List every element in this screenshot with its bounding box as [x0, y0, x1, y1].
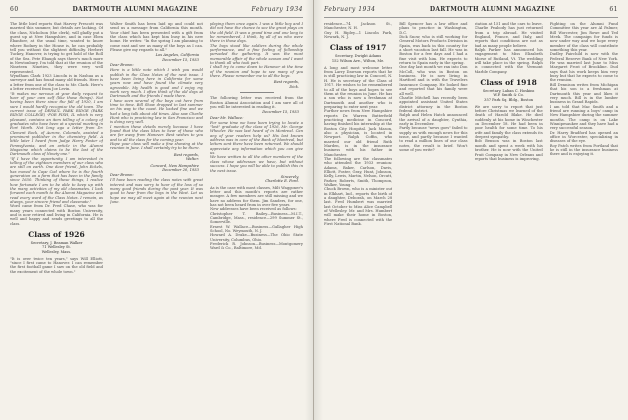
- paragraph: Wyndham Clark 1923 Lincoln is in Nashua as a surveyor and has found many old friends. Here is a letter from one of the class to Mr. Clark. Here's a letter received from Joe Levin.: [10, 74, 103, 92]
- page-header: [324, 6, 618, 18]
- paragraph: Ralph Parker has announced his engagement to Miss Elizabeth Morse of Rutland, Vt. The wedding will take place in the spring. Ralph is connected with the Vermont Marble Company.: [474, 48, 543, 74]
- address-entry: residence—74 Jackson St., Manchester, N. H.: [324, 22, 393, 31]
- class-heading: Class of 1926: [28, 230, 85, 240]
- paragraph: Roy Patch writes from Portland that he is still in the insurance business there and is enjoying it.: [549, 143, 618, 157]
- paragraph: I have seen several of the boys out here from time to time. Bill Shaw dropped in last summer on his way to the coast. He looked fine and we had a long talk about old times. Also saw Charlie Hunt who is practicing law in San Francisco and is doing very well.: [110, 98, 203, 125]
- text-columns: [10, 22, 303, 412]
- paragraph: Dick Snow, who is still working for General Motors Products Division in Spain, was back in this country for a short vacation last fall. He was in Boston for a few days and I had a fine visit with him. He expects to return to Spain early in the spring.: [399, 35, 468, 66]
- letter-signoff: Sincerely, Charlotte E. Ford.: [265, 174, 299, 184]
- address-entry: Howard A. Drake—Business—The Ohio State University, Columbus, Ohio.: [210, 233, 303, 242]
- page-header: [10, 6, 303, 18]
- magazine-title: DARTMOUTH ALUMNI MAGAZINE: [429, 6, 555, 13]
- paragraph: Chuck Brown, who is a minister out in Elkhart, Ind., reports the birth of a daughter, Deborah, on March 28 last. Fred Humbert was married last October to Miss Alice Campbell of Wellesley. Mr. and Mrs. Humbert will make their home in Boston, where Fred is connected with the First National Bank.: [324, 187, 393, 227]
- paragraph: The little bird reports that Harvey Prescott was married this summer, but details are lacking. Of the class, Nicholson (the clerk), will gladly put a guest up at New Hampshire, and in case Eben Ebanfoer, at the usual time, wanted to know where Rodney in the House is, he can probably tell you without the slightest difficulty. Herbert Tuckey, Hanover, is trying to get hold of the Roll of the Sea. Pete Ebaugh says there's much more in Newtonbury. I'm told that at the reunion of the Nineteen Nineties, they were very well represented.: [10, 22, 103, 74]
- paragraph: Walter Smith has been laid up and could not send us a message from California this month. Your chief has been presented with a gift from the class which has kept him busy in his new home. He writes: "In the spring I am planning to come east and see as many of the boys as I can. Please give my regards to all.": [110, 22, 203, 53]
- letter-dateline: Los Angeles, California December 15, 1933: [155, 53, 199, 62]
- class-heading: Class of 1918: [480, 78, 537, 88]
- issue-date: February 1934: [251, 6, 303, 13]
- paragraph: New addresses have been received as follows:: [210, 207, 297, 212]
- magazine-title: DARTMOUTH ALUMNI MAGAZINE: [72, 6, 198, 13]
- page-number: 60: [10, 6, 19, 13]
- paragraph: Partly because "news goes" failed to supply us with enough news for this issue, and partly because I wanted to read a million lines of our class notes, the result is brief. Won't some of you write?: [399, 126, 468, 152]
- paragraph: "It is over twice ten years," says Will Elliott, "since I first came to Hanover. I can remember the first football game I saw on the old field and the excitement of the whole town.": [10, 256, 103, 274]
- paragraph: I am told that Mac Smith and a friend are running a boys' camp in New Hampshire during the summer months. The camp is on Lake Winnipesaukee and they have had a very successful season.: [549, 104, 618, 131]
- paragraph: Ralph and Helen Hatch announced the arrival of a daughter, Cynthia, early in December.: [399, 113, 468, 126]
- paragraph: The following letter was received from the Boston Alumni Association and I am sure all of you will be interested in reading it.: [210, 96, 303, 109]
- paragraph: Bill Dennison writes from Michigan that his son is a freshman at Dartmouth this year and likes it very much. Bill is in the lumber business in Grand Rapids.: [549, 82, 618, 105]
- column-1: [324, 22, 392, 412]
- letter-salutation: Dear Brown:: [110, 63, 134, 68]
- section-divider: [240, 92, 274, 93]
- paragraph: We have written to all the other members of the class whose addresses we have, but without success. I hope you will be able to publish this in the next issue.: [210, 155, 303, 173]
- paragraph: The following are the classmates who attended the 1933 reunion: Adams, Baker, Carlson, Davis, Elliott, Foster, Gray, Hunt, Johnson, Kelly, Lewis, Martin, Nelson, Orcutt, Parker, Roberts, Smith, Thompson, Walker, Young.: [324, 157, 393, 188]
- paragraph: Hope your class will make a fine showing at the reunion in June. I shall certainly try to be there.: [110, 142, 203, 151]
- paragraph: As is the case with most classes, Milt Waggoner's letter and this month's reports are rather meager. A few members are still missing and we have no address for them. Jim Sanders, for one, has not been heard from in over five years.: [210, 185, 303, 208]
- paragraph: We are sorry to report that just before Christmas we learned of the death of Harold Blake. He died suddenly at his home in Winchester on December 18. He had been in poor health for some time. To his wife and family the class extends its deepest sympathy.: [474, 104, 543, 140]
- paragraph: Bill Spencer has a law office and plans to practice in Washington, D.C.: [399, 22, 468, 35]
- class-secretary: Secretary, Laban C. Hoskins W.P. Smith & Co. 357 Park Sq. Bldg., Boston: [482, 89, 535, 102]
- paragraph: The boys stood like soldiers during the whole performance, and a fine feeling of fellowship pervaded the gathering. It was the most memorable affair of the whole season and I want to thank all who took part.: [210, 43, 303, 66]
- column-3: [210, 22, 303, 412]
- letter-dateline: Concord, New Hampshire December 20, 1933: [150, 163, 199, 172]
- column-2: [110, 22, 203, 412]
- paragraph: Further news from New Hampshire reports Dr. Warren Butterfield practicing medicine in Concord, having finished his internship at the Boston City Hospital. Jack Mason, also a physician, is located in Newport. Ralph Coffin, who married our old friend Ruth Marden, is in the insurance business with his father in Manchester.: [324, 109, 393, 157]
- paragraph: Bob Benson was in Boston last month and spent a week with his brother. He is now with the United Fruit Company in New Orleans and reports that business is improving.: [474, 139, 543, 161]
- paragraph: Dr. Harry Bradford has opened an office in Worcester, specializing in diseases of the eye.: [549, 130, 618, 144]
- paragraph: Fighting on the Alumni Fund Committee this year are Al Palmer, Bill Worcester, Jim Rowe and Ted Meek. The campaign for funds is now under way and we hope every member of the class will contribute something this year.: [549, 22, 618, 53]
- column-1: [10, 22, 103, 412]
- column-2: [399, 22, 467, 412]
- paragraph: "If I have the opportunity, I am interested in telling of the eighteen members of our class who are still on earth. One dear friend, John Eckels, has moved to Cape Cod where he is the fourth generation on a farm that has been in the family since 1650. Thinking of these things, I realize how fortunate I am to be able to keep up with the many activities of my old classmates. I look forward each month to the Alumni Magazine and read every word of the Class Notes. I remain, as always, your sincere friend and classmate.": [10, 156, 103, 205]
- paragraph: One day last month we ran into Don McColl, who was in Boston on business. He is now living in Hartford and is with the Travelers Insurance Company. He looked fine and reported that his family were all well.: [399, 65, 468, 96]
- class-heading: Class of 1917: [329, 43, 387, 53]
- paragraph: For some time we have been trying to locate a "lost" graduate of the class of 1926, Mr. George Wheeler. He was last heard of in Montreal. Can any of your readers help us? His last known address was in care of the Bank of Montreal, but letters sent there have been returned. We should appreciate any information which you can give us.: [210, 120, 303, 156]
- class-secretary: Secretary, J. Beaman Walker 71 Wellesley St. Wellesley, Mass.: [30, 241, 83, 254]
- paragraph: Word came from Dr. Fred Chase, who was for many years connected with Boston University, and is now retired and living in California. He is well and happy and sends greetings to all the class.: [10, 204, 103, 226]
- paragraph: I'll have been reading the class notes with great interest and was sorry to hear of the loss of so many good friends during the past year. It was good to hear from the boys in the West. Let us hope we may all meet again at the reunion next June.: [110, 178, 203, 205]
- letter-salutation: Dear Mr. Wallace:: [210, 115, 244, 120]
- paragraph: A long and most welcome letter from Larry Dawson reports that he is still practicing law in Concord, N. H. He is secretary of the Class of 1917. He wishes to be remembered to all of the boys and hopes to see them at the reunion in June. He has a son who is now a freshman at Dartmouth and another who is preparing to enter next year.: [324, 65, 393, 109]
- paragraph: station at 151 and the cars to leave. Charlie Peabody has just returned from a trip abroad. He visited England, France, and Italy, and reports that conditions are not as bad as many people believe.: [474, 22, 543, 48]
- text-columns: [324, 22, 618, 412]
- paragraph: I mention these details merely because I have found that the class likes to hear of those who are far away from Hanover. Best wishes to you and to all the class for the coming year.: [110, 124, 203, 142]
- paragraph: Charlie Mitchell has recently been appointed assistant United States district attorney in the Boston federal district.: [399, 95, 468, 113]
- paragraph: "It makes me nervous at your daily request to hear of your own self (like those things). Not having been there since the fall of 1920, I am sure I would hardly recognize the old town. The current issue of DEPAUL PARK RIDGE (PARK RIDGE COLLEGE) -FOR FISH, IL which is very pleasant, contains an item telling of a colony of graduates who have been at a special meeting in Fort Worth. Not long ago a letter from Dr. Clement Rock, of Aurora, Colorado, assisted a prominent publisher in the chemistry field. A little later I heard from Judge Harry Foster of Pennsylvania, and an article in the Alumni Magazine which claims to be the last of the Dartmouth class of Ninety-one.": [10, 91, 103, 157]
- issue-date: February 1934: [324, 6, 376, 13]
- column-3: [475, 22, 543, 412]
- paragraph: I shall try to come down to Hanover at the time of the reunion and hope to see many of you there. Please remember me to all the boys.: [210, 65, 303, 79]
- paragraph: playing them once again. I was a little boy and I did not have the chance to see the great plays on the old field. It was a grand time and one long to be remembered, I think, by all of us who were there in those days.: [210, 22, 303, 44]
- letter-salutation: Dear Brown:: [110, 173, 134, 178]
- address-entry: Guy H. Ripley—1 Lincoln Park, Newark, N. J.: [324, 30, 393, 40]
- address-entry: Ernest W. Wallace—Business—Gallagher High School, No. Weymouth, N. J.: [210, 224, 303, 234]
- column-4: [550, 22, 618, 412]
- letter-dateline: December 15, 1933: [262, 110, 299, 115]
- letter-signoff: Best regards, Dick.: [273, 80, 299, 89]
- page-number: 61: [609, 6, 618, 13]
- class-secretary: Secretary, Dwight Adams 152 Wilson Ave., Wilton, Me.: [331, 54, 385, 63]
- paragraph: Here is a little note which I wish you would publish in the Class Notes of the next issue. I have been living here in California for some years now and have found the climate very agreeable. My health is good and I enjoy my work very much. I often think of the old days at Dartmouth and the friends I made there.: [110, 68, 203, 99]
- letter-signoff: Best regards, Walter.: [173, 152, 199, 162]
- paragraph: Dudley Fairchild is now with the Federal Reserve Bank of New York. He was married last June to Miss Margaret Frost of Brookline. Dud says that his work keeps him very busy but that he expects to come to the reunion.: [549, 52, 618, 83]
- address-entry: Christopher T. Bailey—Business—M.I.T., Cambridge, Mass., residence—299 Summer St., Somerville.: [210, 211, 303, 225]
- right-page: [314, 0, 628, 420]
- address-entry: Frederick R. Johnson—Business—Montgomery Ward & Co., Baltimore, Md.: [210, 242, 303, 251]
